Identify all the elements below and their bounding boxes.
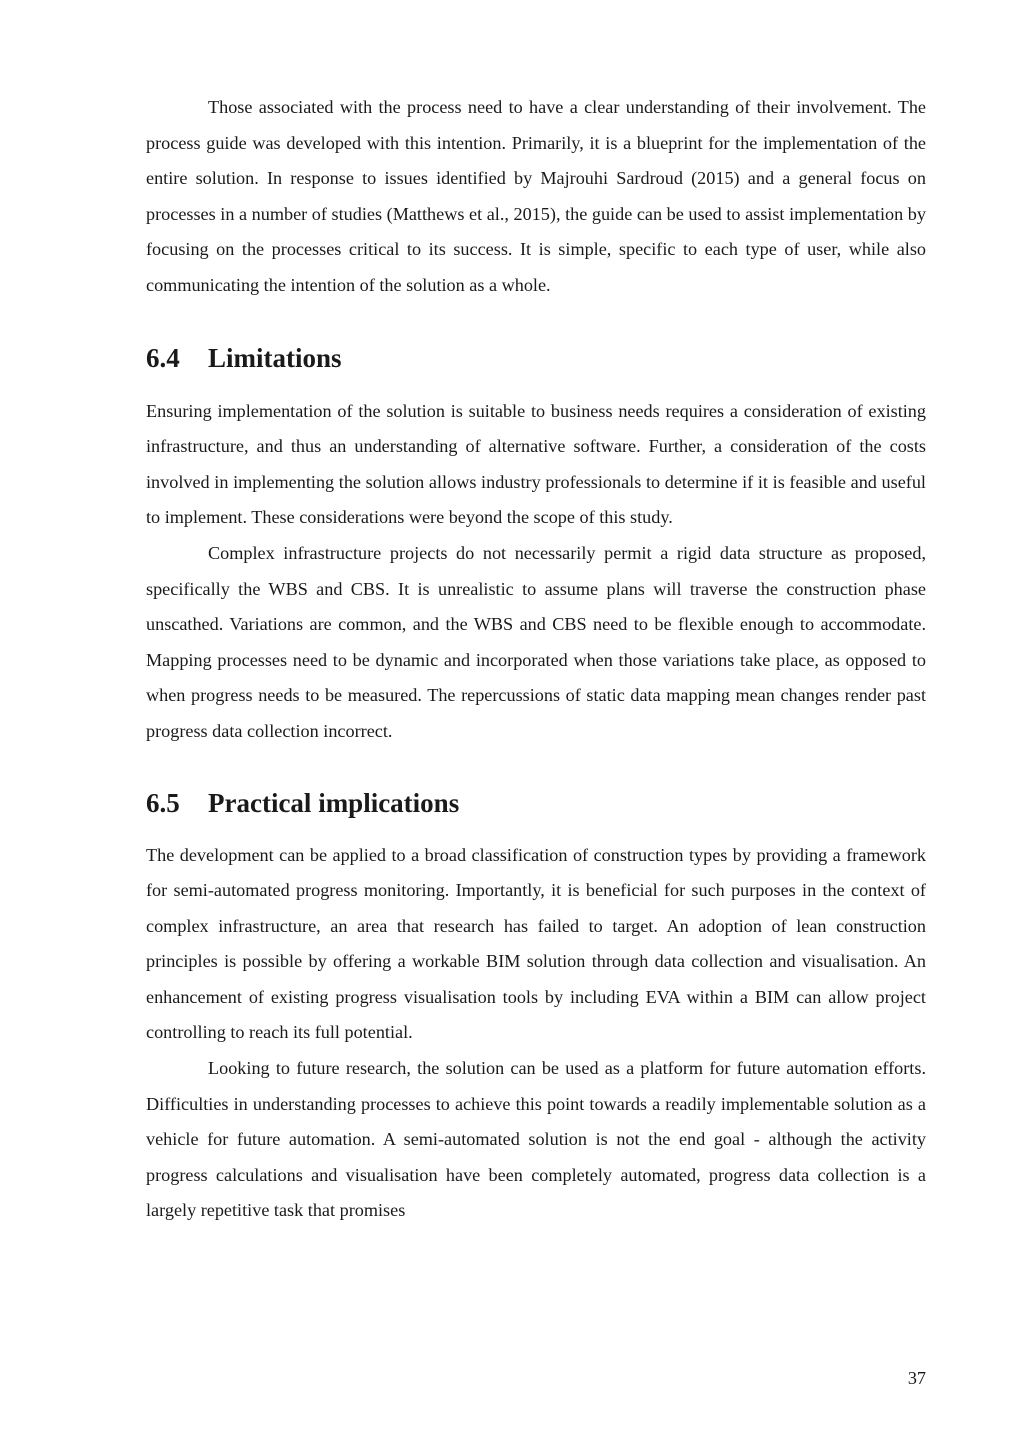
section-heading-practical-implications <box>146 785 926 821</box>
implications-paragraph-1: The development can be applied to a broad classification of construction types by providing a framework for semi-automated progress monitoring. Importantly, it is beneficial for such purposes in the context of complex infrastructure, an area that research has failed to target. An adoption of lean construction principles is possible by offering a workable BIM solution through data collection and visualisation. An enhancement of existing progress visualisation tools by including EVA within a BIM can allow project controlling to reach its full potential. <box>146 844 926 1043</box>
section-title: Practical implications <box>208 787 460 818</box>
intro-paragraph: Those associated with the process need to have a clear understanding of their involvement. The process guide was developed with this intention. Primarily, it is a blueprint for the implementation of the entire solution. In response to issues identified by Majrouhi Sardroud (2015) and a general focus on processes in a number of studies (Matthews et al., 2015), the guide can be used to assist implementation by focusing on the processes critical to its success. It is simple, specific to each type of user, while also communicating the intention of the solution as a whole. <box>146 97 926 295</box>
limitations-paragraph-2: Complex infrastructure projects do not necessarily permit a rigid data structure as proposed, specifically the WBS and CBS. It is unrealistic to assume plans will traverse the construction phase unscathed. Variations are common, and the WBS and CBS need to be flexible enough to accommodate. Mapping processes need to be dynamic and incorporated when those variations take place, as opposed to when progress needs to be measured. The repercussions of static data mapping mean changes render past progress data collection incorrect. <box>146 542 926 741</box>
implications-paragraph-2: Looking to future research, the solution can be used as a platform for future automation efforts. Difficulties in understanding processes to achieve this point towards a readily implementable solution as a vehicle for future automation. A semi-automated solution is not the end goal - although the activity progress calculations and visualisation have been completely automated, progress data collection is a largely repetitive task that promises <box>146 1058 926 1221</box>
limitations-paragraph-1: Ensuring implementation of the solution is suitable to business needs requires a consideration of existing infrastructure, and thus an understanding of alternative software. Further, a consideration of the costs involved in implementing the solution allows industry professionals to determine if it is feasible and useful to implement. These considerations were beyond the scope of this study. <box>146 400 926 528</box>
section-title: Limitations <box>208 342 342 373</box>
document-page <box>146 90 926 1229</box>
page-number: 37 <box>907 1368 926 1388</box>
section-number: 6.4 <box>146 342 180 373</box>
section-heading-limitations <box>146 340 926 376</box>
section-number: 6.5 <box>146 787 180 818</box>
